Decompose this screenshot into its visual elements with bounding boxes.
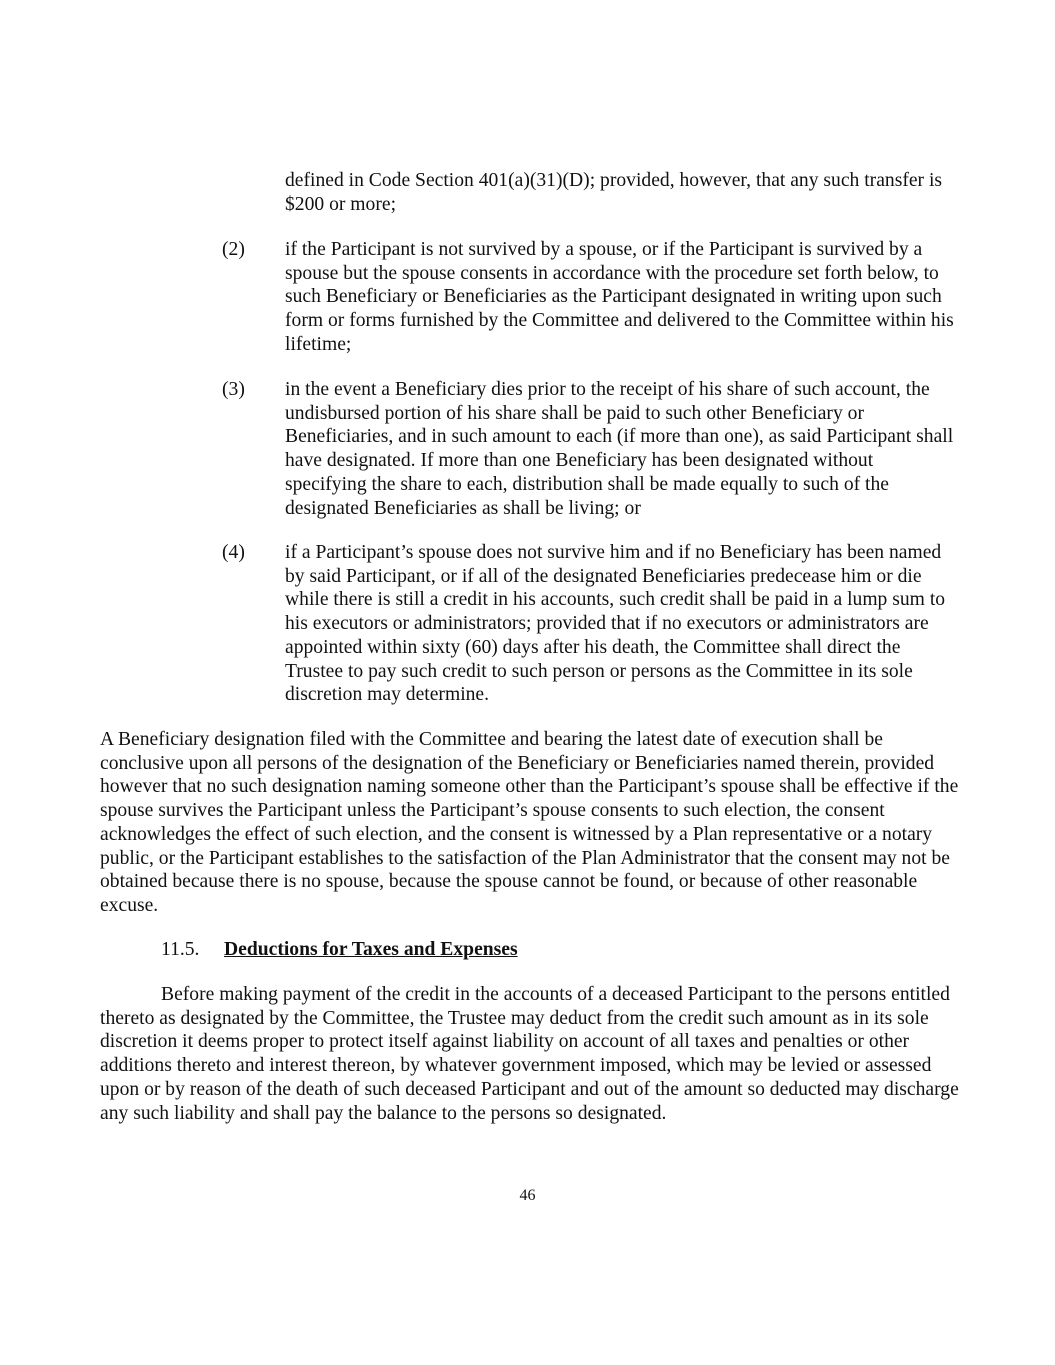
- list-item: [222, 378, 957, 520]
- item-number: (2): [222, 239, 245, 260]
- list-item: [222, 238, 957, 357]
- continuation-paragraph: defined in Code Section 401(a)(31)(D); provided, however, that any such transfer is $200 or more;: [285, 170, 943, 215]
- page-number: 46: [519, 1187, 536, 1204]
- item-text: if the Participant is not survived by a spouse, or if the Participant is survived by a spouse but the spouse consents in accordance with the procedure set forth below, to such Beneficiary or Beneficiaries as the Participant designated in writing upon such form or forms furnished by the Committee and delivered to the Committee within his lifetime;: [285, 239, 954, 355]
- list-item: [222, 541, 957, 707]
- item-text: in the event a Beneficiary dies prior to the receipt of his share of such account, the undisbursed portion of his share shall be paid to such other Beneficiary or Beneficiaries, and in such amount to each (if more than one), as said Participant shall have designated. If more than one Beneficiary has been designated without specifying the share to each, distribution shall be made equally to such of the designated Beneficiaries as shall be living; or: [285, 379, 954, 519]
- section-title: Deductions for Taxes and Expenses: [224, 939, 518, 960]
- beneficiary-designation-paragraph: A Beneficiary designation filed with the Committee and bearing the latest date of execution shall be conclusive upon all persons of the designation of the Beneficiary or Beneficiaries named therein, provided however that no such designation naming someone other than the Participant’s spouse shall be effective if the spouse survives the Participant unless the Participant’s spouse consents to such election, the consent acknowledges the effect of such election, and the consent is witnessed by a Plan representative or a notary public, or the Participant establishes to the satisfaction of the Plan Administrator that the consent may not be obtained because there is no spouse, because the spouse cannot be found, or because of other reasonable excuse.: [100, 729, 959, 916]
- section-heading: [161, 938, 518, 962]
- item-text: if a Participant’s spouse does not survive him and if no Beneficiary has been named by said Participant, or if all of the designated Beneficiaries predecease him or die while there is still a credit in his accounts, such credit shall be paid in a lump sum to his executors or administrators; provided that if no executors or administrators are appointed within sixty (60) days after his death, the Committee shall direct the Trustee to pay such credit to such person or persons as the Committee in its sole discretion may determine.: [285, 542, 946, 706]
- section-body-paragraph: [100, 983, 960, 1125]
- section-body-text: Before making payment of the credit in the accounts of a deceased Participant to the persons entitled thereto as designated by the Committee, the Trustee may deduct from the credit such amount as in its sole discretion it deems proper to protect itself against liability on account of all taxes and penalties or other additions thereto and interest thereon, by whatever government imposed, which may be levied or assessed upon or by reason of the death of such deceased Participant and out of the amount so deducted may discharge any such liability and shall pay the balance to the persons so designated.: [100, 984, 959, 1124]
- item-number: (3): [222, 379, 245, 400]
- item-number: (4): [222, 542, 245, 563]
- section-number: 11.5.: [161, 939, 200, 960]
